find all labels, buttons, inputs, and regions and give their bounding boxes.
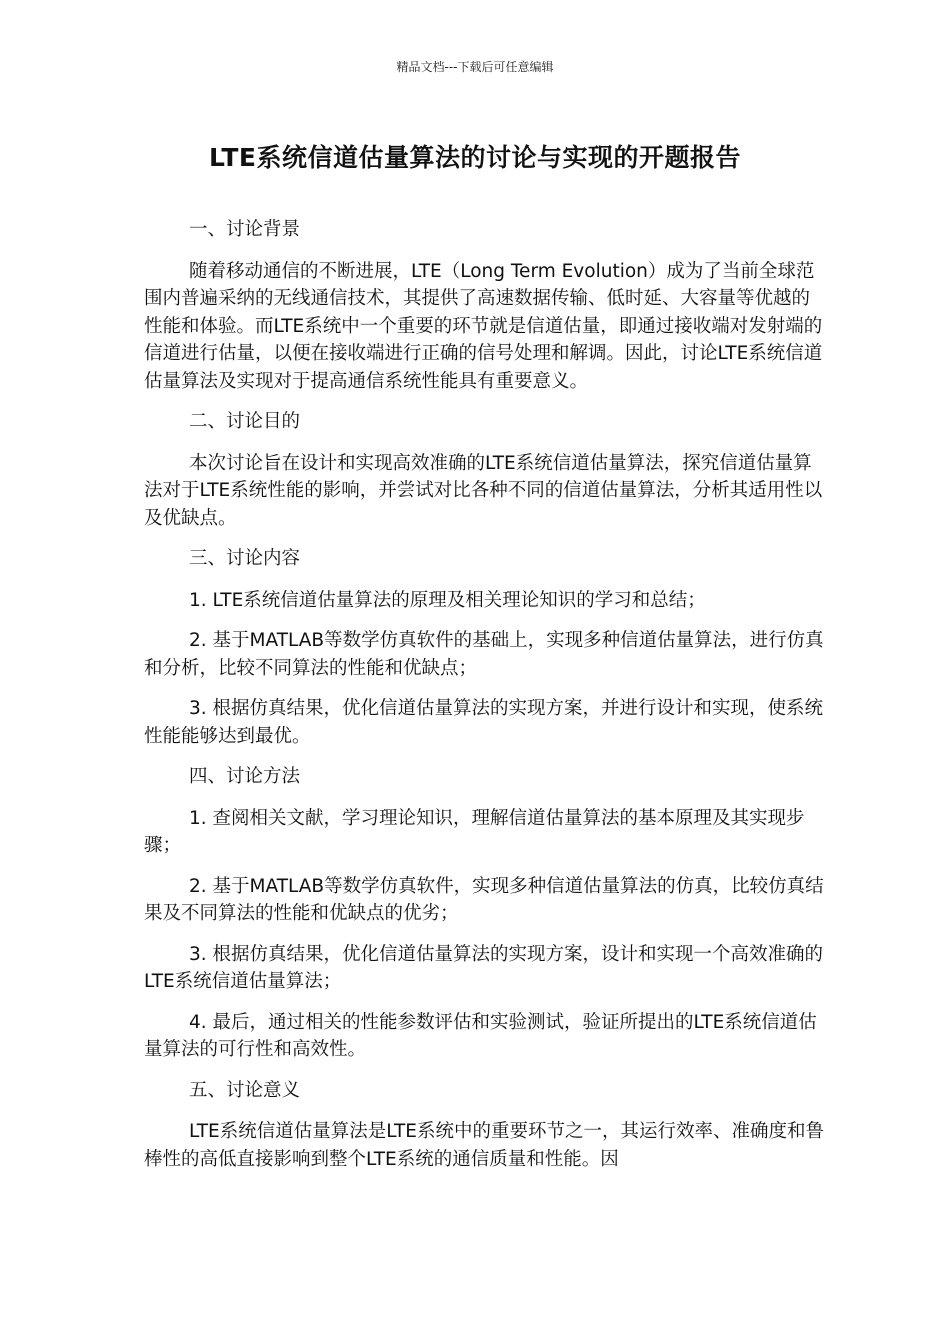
section-heading-purpose: 二、讨论目的: [189, 411, 301, 432]
section-heading-significance: 五、讨论意义: [189, 1079, 301, 1101]
document-body: [144, 216, 824, 1186]
list-item-method-3: 3. 根据仿真结果，优化信道估量算法的实现方案，设计和实现一个高效准确的LTE系统信道估量算法；: [144, 943, 824, 992]
list-item-content-1: 1. LTE系统信道估量算法的原理及相关理论知识的学习和总结；: [189, 589, 706, 611]
list-item-method-2: 2. 基于MATLAB等数学仿真软件，实现多种信道估量算法的仿真，比较仿真结果及不同算法的性能和优缺点的优劣；: [144, 875, 824, 924]
section-heading-background: 一、讨论背景: [189, 219, 301, 240]
list-item-content-2: 2. 基于MATLAB等数学仿真软件的基础上，实现多种信道估量算法，进行仿真和分析，比较不同算法的性能和优缺点；: [144, 630, 824, 679]
list-item-method-1: 1. 查阅相关文献，学习理论知识，理解信道估量算法的基本原理及其实现步骤；: [144, 807, 805, 856]
paragraph-purpose: 本次讨论旨在设计和实现高效准确的LTE系统信道估量算法，探究信道估量算法对于LTE系统性能的影响，并尝试对比各种不同的信道估量算法，分析其适用性以及优缺点。: [144, 452, 823, 529]
page-header: 精品文档---下载后可任意编辑: [396, 60, 554, 74]
list-item-content-3: 3. 根据仿真结果，优化信道估量算法的实现方案，并进行设计和实现，使系统性能能够达到最优。: [144, 698, 824, 747]
paragraph-significance: LTE系统信道估量算法是LTE系统中的重要环节之一，其运行效率、准确度和鲁棒性的高低直接影响到整个LTE系统的通信质量和性能。因: [144, 1121, 825, 1170]
section-heading-method: 四、讨论方法: [189, 766, 301, 787]
list-item-method-4: 4. 最后，通过相关的性能参数评估和实验测试，验证所提出的LTE系统信道估量算法的可行性和高效性。: [144, 1011, 817, 1060]
paragraph-background: 随着移动通信的不断进展，LTE（Long Term Evolution）成为了当前全球范围内普遍采纳的无线通信技术，其提供了高速数据传输、低时延、大容量等优越的性能和体验。而LTE系统中一个重要的环节就是信道估量，即通过接收端对发射端的信道进行估量，以便在接收端进行正确的信号处理和解调。因此，讨论LTE系统信道估量算法及实现对于提高通信系统性能具有重要意义。: [144, 260, 823, 392]
document-title: LTE系统信道估量算法的讨论与实现的开题报告: [209, 143, 741, 172]
section-heading-content: 三、讨论内容: [189, 548, 301, 569]
